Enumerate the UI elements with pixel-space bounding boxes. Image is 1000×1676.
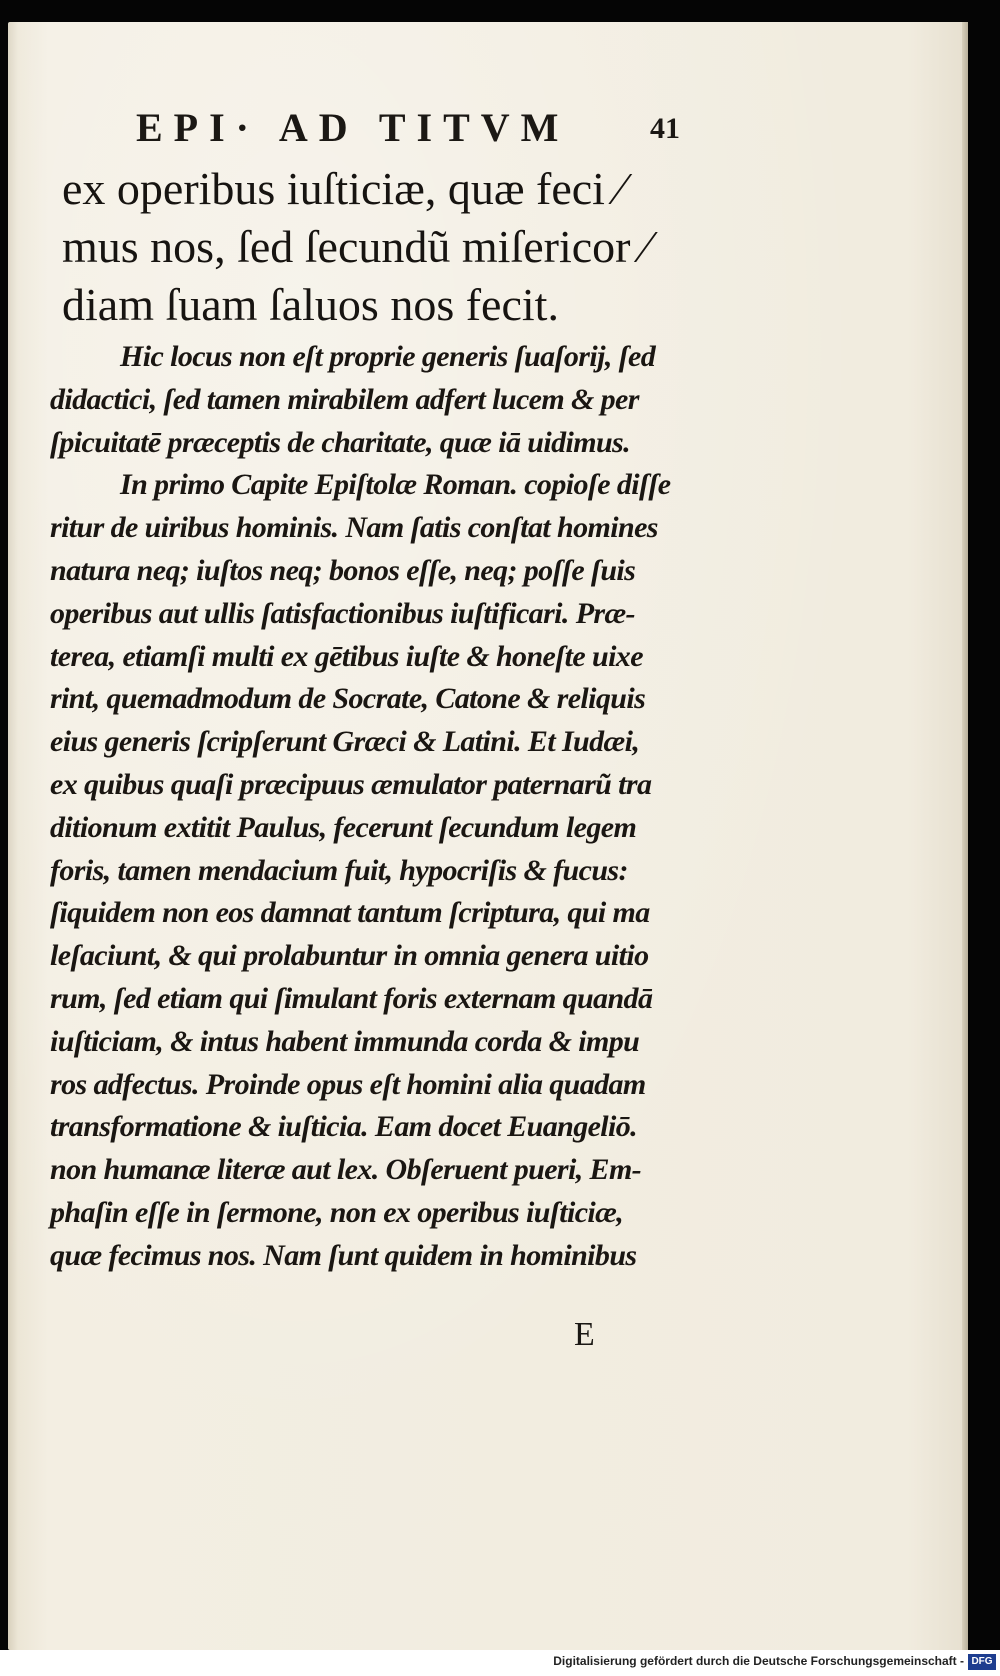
commentary-line: natura neq; iuſtos neq; bonos eſſe, neq; poſſe ſuis	[50, 553, 636, 587]
commentary-line: eius generis ſcripſerunt Græci & Latini. Et Iudæi,	[50, 725, 640, 759]
commentary-line: didactici, ſed tamen mirabilem adfert lucem & per	[50, 382, 639, 416]
page-number: 41	[650, 112, 680, 145]
running-head: EPI· AD TITVM	[136, 105, 570, 150]
commentary-line: terea, etiamſi multi ex gētibus iuſte & honeſte uixe	[50, 639, 643, 673]
commentary-line: Hic locus non eſt proprie generis ſuaſorij, ſed	[120, 340, 656, 373]
commentary-line: In primo Capite Epiſtolæ Roman. copioſe diſſe	[120, 468, 671, 502]
digitization-footer	[0, 1650, 1000, 1676]
commentary-line: ex quibus quaſi præcipuus æmulator paternarũ tra	[50, 767, 652, 801]
commentary-line: foris, tamen mendacium fuit, hypocriſis & fucus:	[50, 853, 628, 887]
scripture-line: ex operibus iuſticiæ, quæ feci ⁄	[62, 163, 625, 214]
commentary-line: rum, ſed etiam qui ſimulant foris externam quandā	[50, 981, 653, 1015]
dfg-logo: DFG	[968, 1654, 996, 1670]
scripture-line: mus nos, ſed ſecundũ miſericor ⁄	[62, 221, 650, 272]
commentary-line: ros adfectus. Proinde opus eſt homini alia quadam	[50, 1067, 646, 1101]
commentary-line: phaſin eſſe in ſermone, non ex operibus iuſticiæ,	[50, 1195, 624, 1229]
footer-credit: Digitalisierung gefördert durch die Deutsche Forschungsgemeinschaft -	[553, 1654, 964, 1668]
commentary-line: operibus aut ullis ſatisfactionibus iuſtificari. Præ-	[50, 596, 635, 630]
page-edge	[962, 22, 968, 1650]
commentary-line: ritur de uiribus hominis. Nam ſatis conſtat homines	[50, 511, 658, 545]
commentary-line: non humanæ literæ aut lex. Obſeruent pueri, Em-	[50, 1153, 642, 1187]
commentary-text	[50, 336, 710, 1278]
commentary-line: iuſticiam, & intus habent immunda corda & impu	[50, 1024, 640, 1058]
commentary-line: leſaciunt, & qui prolabuntur in omnia genera uitio	[50, 939, 649, 973]
signature-mark: E	[574, 1316, 595, 1353]
commentary-line: quæ fecimus nos. Nam ſunt quidem in hominibus	[50, 1238, 637, 1272]
commentary-line: rint, quemadmodum de Socrate, Catone & reliquis	[50, 682, 646, 716]
commentary-line: transformatione & iuſticia. Eam docet Euangeliō.	[50, 1110, 638, 1144]
commentary-line: ſpicuitatē præceptis de charitate, quæ iā uidimus.	[50, 425, 631, 459]
scripture-text	[62, 160, 722, 334]
commentary-line: ditionum extitit Paulus, fecerunt ſecundum legem	[50, 810, 637, 844]
scripture-line: diam ſuam ſaluos nos fecit.	[62, 279, 559, 330]
commentary-line: ſiquidem non eos damnat tantum ſcriptura, qui ma	[50, 896, 650, 930]
